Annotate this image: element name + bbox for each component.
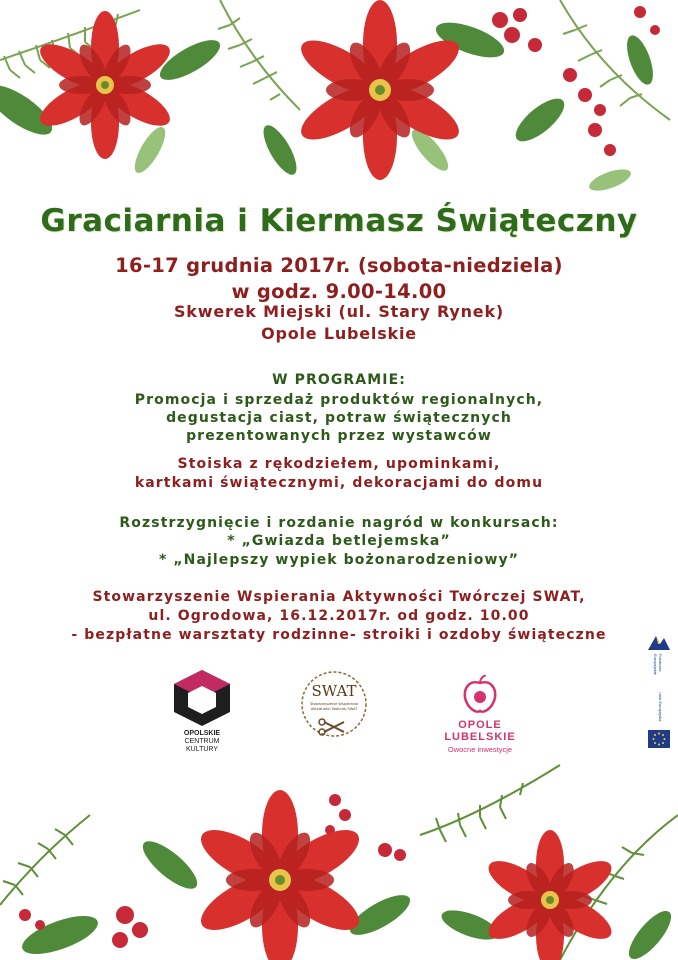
- event-hours: w godz. 9.00-14.00: [231, 280, 447, 303]
- program-line: degustacja ciast, potraw świątecznych: [166, 410, 512, 426]
- hexagon-icon: [168, 668, 236, 726]
- opole-lubelskie-logo: [420, 675, 540, 755]
- ock-label: OPOLSKIE: [183, 730, 221, 737]
- eu-flag-icon: [648, 730, 670, 748]
- opolskie-centrum-kultury-logo: [168, 668, 236, 758]
- swat-sub-line: Stowarzyszenie Wspierania: [310, 702, 358, 706]
- top-floral-border: [0, 0, 678, 210]
- eu-funds-label: Fundusze Europejskie: [653, 654, 663, 675]
- program-line: prezentowanych przez wystawców: [186, 428, 492, 444]
- event-place: Skwerek Miejski (ul. Stary Rynek): [173, 302, 505, 321]
- workshop-line: - bezpłatne warsztaty rodzinne- stroiki i ozdoby świąteczne: [71, 627, 607, 643]
- contest-line: Rozstrzygnięcie i rozdanie nagród w konkursach:: [119, 515, 559, 531]
- eu-union-label: Unia Europejska: [658, 692, 663, 722]
- swat-sub-line: Aktywności Twórczej SWAT: [310, 707, 358, 711]
- opole-label: OPOLE: [458, 719, 502, 731]
- stall-line: kartkami świątecznymi, dekoracjami do domu: [134, 475, 544, 491]
- program-line: Promocja i sprzedaż produktów regionalnych,: [134, 392, 544, 408]
- bottom-floral-border: [0, 755, 678, 960]
- event-date: 16-17 grudnia 2017r. (sobota-niedziela): [115, 254, 563, 277]
- event-town: Opole Lubelskie: [261, 324, 417, 343]
- apple-icon: [420, 675, 540, 715]
- poster-title: Graciarnia i Kiermasz Świąteczny: [40, 203, 638, 239]
- stall-line: Stoiska z rękodziełem, upominkami,: [177, 456, 501, 472]
- lubelskie-label: LUBELSKIE: [444, 731, 516, 743]
- ock-label: KULTURY: [185, 746, 219, 753]
- swat-name: SWAT: [311, 682, 357, 700]
- opole-tagline: Owocne inwestycje: [447, 745, 513, 754]
- contest-line: * „Najlepszy wypiek bożonarodzeniowy”: [158, 552, 520, 568]
- eu-funds-strip: [646, 632, 672, 754]
- eu-funds-icon: [646, 632, 672, 652]
- program-heading: W PROGRAMIE:: [272, 372, 406, 388]
- swat-logo: [298, 668, 370, 744]
- contest-line: * „Gwiazda betlejemska”: [227, 533, 451, 549]
- workshop-line: ul. Ogrodowa, 16.12.2017r. od godz. 10.00: [148, 608, 530, 624]
- ock-label: CENTRUM: [184, 738, 220, 745]
- workshop-line: Stowarzyszenie Wspierania Aktywności Twórczej SWAT,: [92, 589, 586, 605]
- swat-subtitle: [306, 702, 362, 712]
